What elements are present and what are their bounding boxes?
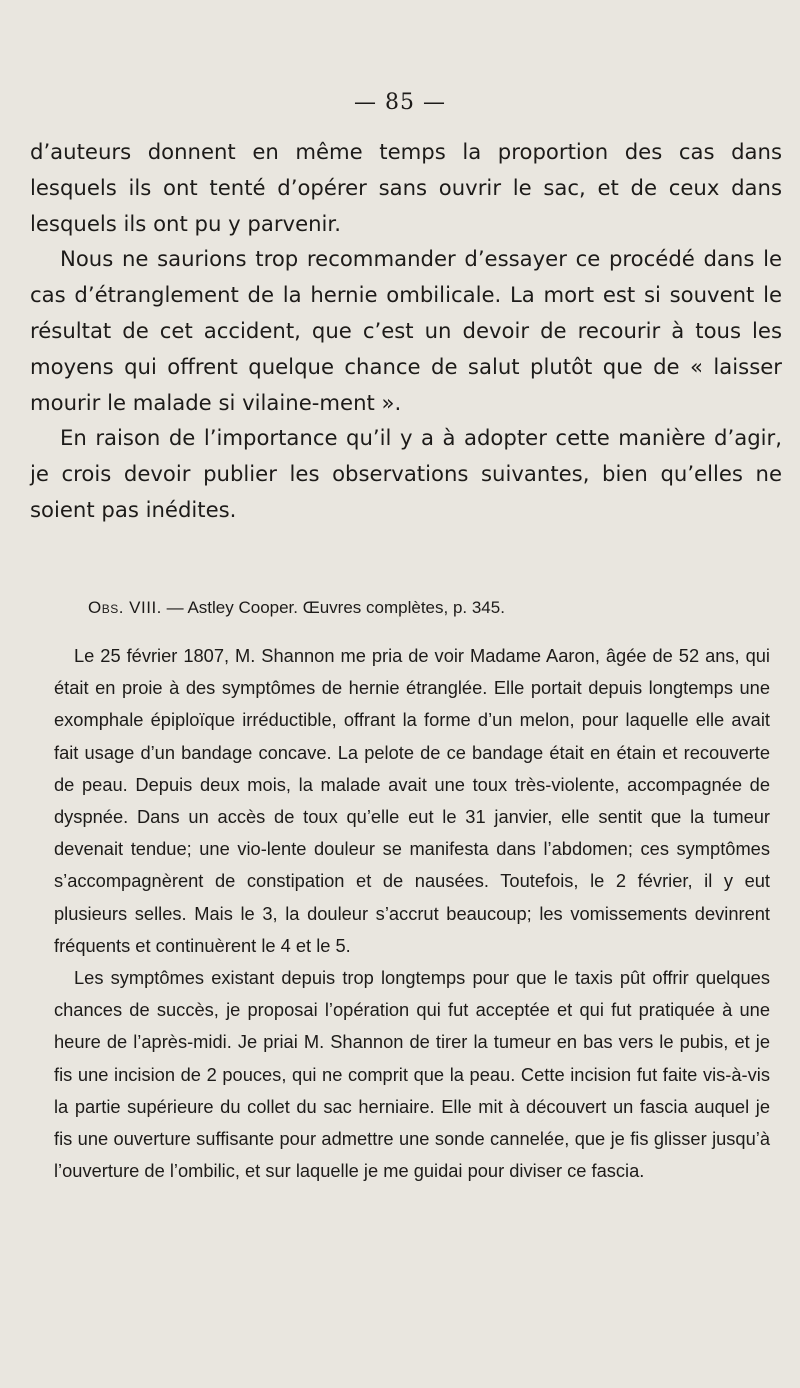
paragraph-continuation: d’auteurs donnent en même temps la proportion des cas dans lesquels ils ont tenté d’opérer sans ouvrir le sac, et de ceux dans lesquels ils ont pu y parvenir. xyxy=(30,139,782,236)
paragraph-observations-intro: En raison de l’importance qu’il y a à adopter cette manière d’agir, je crois devoir publier les observations suivantes, bien qu’elles ne soient pas inédites. xyxy=(30,425,782,522)
observation-title: — Astley Cooper. Œuvres complètes, p. 345. xyxy=(166,598,505,617)
observation-label: Obs. VIII. xyxy=(88,598,162,617)
observation-heading xyxy=(88,598,788,618)
paragraph-recommendation: Nous ne saurions trop recommander d’essayer ce procédé dans le cas d’étranglement de la hernie ombilicale. La mort est si souvent le résultat de cet accident, que c’est un devoir de recourir à tous les moyens qui offrent quelque chance de salut plutôt que de « laisser mourir le malade si vilaine-ment ». xyxy=(30,246,782,415)
main-text xyxy=(30,134,782,528)
observation-body xyxy=(54,640,770,1187)
observation-paragraph: Les symptômes existant depuis trop longtemps pour que le taxis pût offrir quelques chances de succès, je proposai l’opération qui fut acceptée et qui fut pratiquée à une heure de l’après-midi. Je priai M. Shannon de tirer la tumeur en bas vers le pubis, et je fis une incision de 2 pouces, qui ne comprit que la peau. Cette incision fut faite vis-à-vis la partie supérieure du collet du sac herniaire. Elle mit à découvert un fascia auquel je fis une ouverture suffisante pour admettre une sonde cannelée, que je fis glisser jusqu’à l’ouverture de l’ombilic, et sur laquelle je me guidai pour diviser ce fascia. xyxy=(54,967,770,1182)
observation-paragraph: Le 25 février 1807, M. Shannon me pria de voir Madame Aaron, âgée de 52 ans, qui était en proie à des symptômes de hernie étranglée. Elle portait depuis longtemps une exomphale épiploïque irréductible, offrant la forme d’un melon, pour laquelle elle avait fait usage d’un bandage concave. La pelote de ce bandage était en étain et recouverte de peau. Depuis deux mois, la malade avait une toux très-violente, accompagnée de dyspnée. Dans un accès de toux qu’elle eut le 31 janvier, elle sentit que la tumeur devenait tendue; une vio-lente douleur se manifesta dans l’abdomen; ces symptômes s’accompagnèrent de constipation et de nausées. Toutefois, le 2 février, il y eut plusieurs selles. Mais le 3, la douleur s’accrut beaucoup; les vomissements devinrent fréquents et continuèrent le 4 et le 5. xyxy=(54,645,770,956)
page-number: — 85 — xyxy=(354,90,446,115)
